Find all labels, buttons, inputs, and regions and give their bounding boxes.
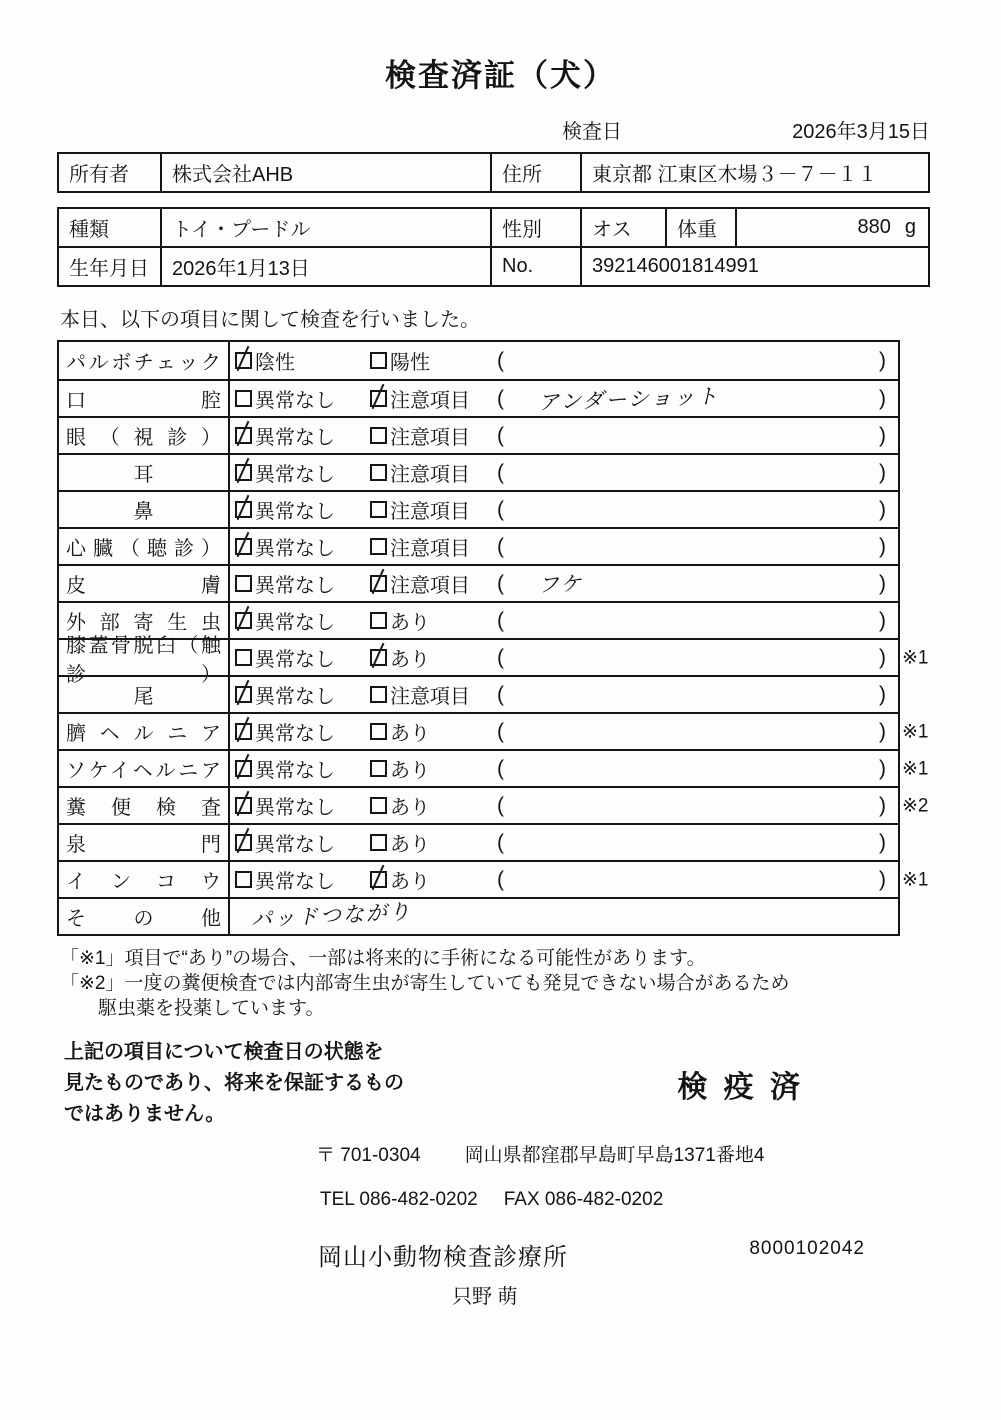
option-1-label: 異常なし <box>255 686 335 708</box>
paren-open: ( <box>497 608 504 632</box>
option-1-label: 異常なし <box>255 871 335 893</box>
footnote-1: 「※1」項目で“あり”の場合、一部は将来的に手術になる可能性があります。 <box>60 948 706 969</box>
option-1 <box>235 569 370 598</box>
handwritten-note <box>504 620 538 621</box>
handwritten-note <box>504 509 538 510</box>
checkbox-icon <box>370 575 387 592</box>
paren-open: ( <box>497 348 504 372</box>
option-1-label: 異常なし <box>255 538 335 560</box>
option-1 <box>235 754 370 783</box>
veterinarian-name: 只野 萌 <box>452 1286 518 1309</box>
exam-row-inkou <box>59 860 929 897</box>
option-2 <box>370 421 497 450</box>
option-2 <box>370 346 497 375</box>
footnote-2-line2: 駆虫薬を投薬しています。 <box>98 998 325 1020</box>
address-value: 東京都 江東区木場３－７－１１ <box>580 154 928 191</box>
option-1 <box>235 865 370 894</box>
clinic-address: 岡山県都窪郡早島町早島1371番地4 <box>464 1145 765 1167</box>
birth-value: 2026年1月13日 <box>160 248 490 285</box>
clinic-address-row <box>316 1140 1001 1167</box>
checkbox-icon <box>235 352 252 369</box>
exam-item-label: 耳 <box>133 464 154 486</box>
handwritten-note <box>504 657 538 658</box>
option-2 <box>370 569 497 598</box>
exam-item-label: 泉門 <box>66 834 221 856</box>
option-1-label: 異常なし <box>255 390 335 412</box>
weight-cell <box>735 209 928 246</box>
option-2-label: あり <box>390 723 430 745</box>
footnote-mark: ※1 <box>902 647 929 668</box>
option-1-label: 異常なし <box>255 501 335 523</box>
checkbox-icon <box>370 464 387 481</box>
disclaimer-line-2: 見たものであり、将来を保証するもの <box>64 1072 404 1095</box>
option-2-label: あり <box>390 612 430 634</box>
checkbox-icon <box>235 871 252 888</box>
checkbox-icon <box>370 760 387 777</box>
option-1 <box>235 828 370 857</box>
owner-label: 所有者 <box>69 164 129 186</box>
exam-item-label: 臍ヘルニア <box>66 723 221 745</box>
paren-close: ) <box>879 460 886 484</box>
checkbox-icon <box>235 464 252 481</box>
option-1-label: 異常なし <box>255 575 335 597</box>
option-1 <box>235 643 370 672</box>
handwritten-note <box>504 731 538 732</box>
exam-row-patella <box>59 634 929 686</box>
option-2-label: あり <box>390 760 430 782</box>
option-1-label: 異常なし <box>255 612 335 634</box>
option-2-label: 注意項目 <box>390 390 470 412</box>
checkbox-icon <box>370 538 387 555</box>
option-1 <box>235 606 370 635</box>
weight-label: 体重 <box>665 209 735 246</box>
paren-close: ) <box>879 423 886 447</box>
no-label: No. <box>490 248 580 285</box>
sex-value: オス <box>580 209 665 246</box>
paren-open: ( <box>497 719 504 743</box>
exam-item-label: 外部寄生虫 <box>66 612 221 634</box>
exam-item-label: 皮膚 <box>66 575 221 597</box>
paren-close: ) <box>879 348 886 372</box>
option-2-label: あり <box>390 871 430 893</box>
checkbox-icon <box>235 501 252 518</box>
handwritten-note <box>504 472 538 473</box>
paren-open: ( <box>497 867 504 891</box>
handwritten-note <box>504 805 538 806</box>
option-2 <box>370 754 497 783</box>
checkbox-icon <box>370 649 387 666</box>
paren-open: ( <box>497 534 504 558</box>
option-2 <box>370 458 497 487</box>
clinic-fax: FAX 086-482-0202 <box>503 1189 664 1211</box>
option-1 <box>235 532 370 561</box>
no-value: 392146001814991 <box>580 248 928 285</box>
exam-item-label: ソケイヘルニア <box>66 760 221 782</box>
checkbox-icon <box>235 427 252 444</box>
exam-row-tail <box>59 675 898 712</box>
option-1 <box>235 791 370 820</box>
paren-close: ) <box>879 497 886 521</box>
birth-label: 生年月日 <box>69 258 149 280</box>
exam-row-mouth <box>59 379 898 416</box>
checkbox-icon <box>235 612 252 629</box>
option-2-label: 注意項目 <box>390 464 470 486</box>
checkbox-icon <box>370 797 387 814</box>
option-2-label: 注意項目 <box>390 686 470 708</box>
exam-row-other <box>59 897 898 934</box>
option-1 <box>235 717 370 746</box>
handwritten-note <box>504 768 538 769</box>
weight-value: 880 <box>857 216 891 238</box>
exam-item-label: 膝蓋骨脱臼（触診） <box>66 634 221 686</box>
exam-row-fecal-test <box>59 786 929 823</box>
exam-row-skin <box>59 564 898 601</box>
disclaimer-text <box>64 1037 404 1130</box>
paren-close: ) <box>879 534 886 558</box>
footnote-mark: ※1 <box>902 721 929 742</box>
option-2 <box>370 643 497 672</box>
footnote-mark: ※1 <box>902 869 929 890</box>
footnote-mark: ※1 <box>902 758 929 779</box>
paren-close: ) <box>879 719 886 743</box>
exam-item-label: 眼（視診） <box>66 427 221 449</box>
checkbox-icon <box>235 834 252 851</box>
address-label: 住所 <box>490 154 580 191</box>
exam-item-label: パルボチェック <box>66 352 221 374</box>
disclaimer-line-3: ではありません。 <box>64 1103 226 1126</box>
disclaimer-line-1: 上記の項目について検査日の状態を <box>64 1041 384 1064</box>
checkbox-icon <box>370 834 387 851</box>
option-2 <box>370 606 497 635</box>
checkbox-icon <box>235 760 252 777</box>
checkbox-icon <box>235 390 252 407</box>
owner-row <box>59 154 928 191</box>
paren-close: ) <box>879 793 886 817</box>
checkbox-icon <box>370 390 387 407</box>
paren-open: ( <box>497 497 504 521</box>
checkbox-icon <box>235 686 252 703</box>
clinic-phone-row <box>320 1189 1001 1211</box>
handwritten-note <box>504 879 538 880</box>
exam-row-nose <box>59 490 898 527</box>
exam-item-label: 鼻 <box>133 501 154 523</box>
option-1 <box>235 458 370 487</box>
checkbox-icon <box>370 723 387 740</box>
animal-info-table <box>57 207 930 287</box>
handwritten-note <box>504 435 538 436</box>
checkbox-icon <box>370 871 387 888</box>
paren-open: ( <box>497 830 504 854</box>
paren-open: ( <box>497 571 504 595</box>
document-number: 8000102042 <box>749 1238 865 1259</box>
weight-unit: g <box>904 216 916 238</box>
intro-text: 本日、以下の項目に関して検査を行いました。 <box>60 309 480 331</box>
option-1-label: 異常なし <box>255 427 335 449</box>
inspection-date-row <box>57 115 930 144</box>
paren-open: ( <box>497 386 504 410</box>
owner-value: 株式会社AHB <box>160 154 490 191</box>
handwritten-note <box>504 546 538 547</box>
paren-close: ) <box>879 682 886 706</box>
option-2 <box>370 680 497 709</box>
option-2-label: 注意項目 <box>390 427 470 449</box>
handwritten-note: フケ <box>537 572 584 597</box>
option-2-label: 注意項目 <box>390 501 470 523</box>
exam-item-label: インコウ <box>66 871 221 893</box>
option-1 <box>235 421 370 450</box>
footnote-2-line1: 「※2」一度の糞便検査では内部寄生虫が寄生していても発見できない場合があるため <box>60 973 790 995</box>
option-2 <box>370 791 497 820</box>
option-1 <box>235 680 370 709</box>
option-1 <box>235 495 370 524</box>
option-2-label: 注意項目 <box>390 538 470 560</box>
clinic-name: 岡山小動物検査診療所 <box>318 1244 568 1272</box>
clinic-postal-code: 〒 701-0304 <box>316 1145 421 1167</box>
option-1 <box>235 346 370 375</box>
checkbox-icon <box>235 538 252 555</box>
option-2 <box>370 828 497 857</box>
option-2-label: あり <box>390 834 430 856</box>
checkbox-icon <box>235 575 252 592</box>
birth-row <box>59 246 928 285</box>
handwritten-note: パッドつながり <box>250 899 413 932</box>
paren-close: ) <box>879 867 886 891</box>
option-2 <box>370 717 497 746</box>
option-1-label: 陰性 <box>255 352 295 374</box>
checkbox-icon <box>370 501 387 518</box>
exam-row-inguinal-hernia <box>59 749 929 786</box>
option-2 <box>370 384 497 413</box>
handwritten-note: アンダーショット <box>537 384 720 415</box>
document-title: 検査済証（犬） <box>385 58 616 93</box>
handwritten-note <box>504 694 538 695</box>
breed-label: 種類 <box>69 219 109 241</box>
paren-open: ( <box>497 682 504 706</box>
footnote-mark: ※2 <box>902 795 929 816</box>
quarantine-passed-stamp: 検 疫 済 <box>677 1070 804 1104</box>
option-2-label: あり <box>390 649 430 671</box>
sex-label: 性別 <box>490 209 580 246</box>
paren-close: ) <box>879 756 886 780</box>
exam-row-heart <box>59 527 898 564</box>
inspection-date-value: 2026年3月15日 <box>792 121 930 143</box>
exam-table <box>57 340 929 936</box>
breed-row <box>59 209 928 246</box>
handwritten-note <box>504 360 538 361</box>
breed-value: トイ・プードル <box>160 209 490 246</box>
handwritten-note <box>504 842 538 843</box>
exam-row-ears <box>59 453 898 490</box>
exam-item-label: 糞便検査 <box>66 797 221 819</box>
paren-open: ( <box>497 645 504 669</box>
option-2 <box>370 532 497 561</box>
paren-close: ) <box>879 645 886 669</box>
option-1-label: 異常なし <box>255 834 335 856</box>
disclaimer-and-stamp-row <box>64 1037 924 1130</box>
exam-item-label: 尾 <box>133 686 154 708</box>
paren-close: ) <box>879 386 886 410</box>
clinic-tel: TEL 086-482-0202 <box>320 1189 478 1211</box>
paren-open: ( <box>497 756 504 780</box>
footnotes <box>60 946 1001 1021</box>
paren-close: ) <box>879 830 886 854</box>
paren-close: ) <box>879 608 886 632</box>
exam-row-eyes <box>59 416 898 453</box>
exam-row-umbilical-hernia <box>59 712 929 749</box>
owner-table <box>57 152 930 193</box>
option-2 <box>370 495 497 524</box>
option-2-label: あり <box>390 797 430 819</box>
paren-open: ( <box>497 423 504 447</box>
option-1-label: 異常なし <box>255 797 335 819</box>
exam-row-parvo <box>59 342 898 379</box>
inspection-date-label: 検査日 <box>562 121 622 143</box>
option-1-label: 異常なし <box>255 760 335 782</box>
paren-open: ( <box>497 460 504 484</box>
option-1-label: 異常なし <box>255 723 335 745</box>
checkbox-icon <box>370 427 387 444</box>
exam-item-label: 口腔 <box>66 390 221 412</box>
checkbox-icon <box>370 352 387 369</box>
checkbox-icon <box>235 723 252 740</box>
option-2-label: 陽性 <box>390 352 430 374</box>
paren-open: ( <box>497 793 504 817</box>
checkbox-icon <box>235 797 252 814</box>
option-1-label: 異常なし <box>255 649 335 671</box>
checkbox-icon <box>370 612 387 629</box>
option-1-label: 異常なし <box>255 464 335 486</box>
paren-close: ) <box>879 571 886 595</box>
checkbox-icon <box>235 649 252 666</box>
checkbox-icon <box>370 686 387 703</box>
exam-row-fontanelle <box>59 823 898 860</box>
option-2-label: 注意項目 <box>390 575 470 597</box>
option-1 <box>235 384 370 413</box>
exam-item-label: その他 <box>66 908 221 930</box>
option-2 <box>370 865 497 894</box>
exam-item-label: 心臓（聴診） <box>66 538 221 560</box>
